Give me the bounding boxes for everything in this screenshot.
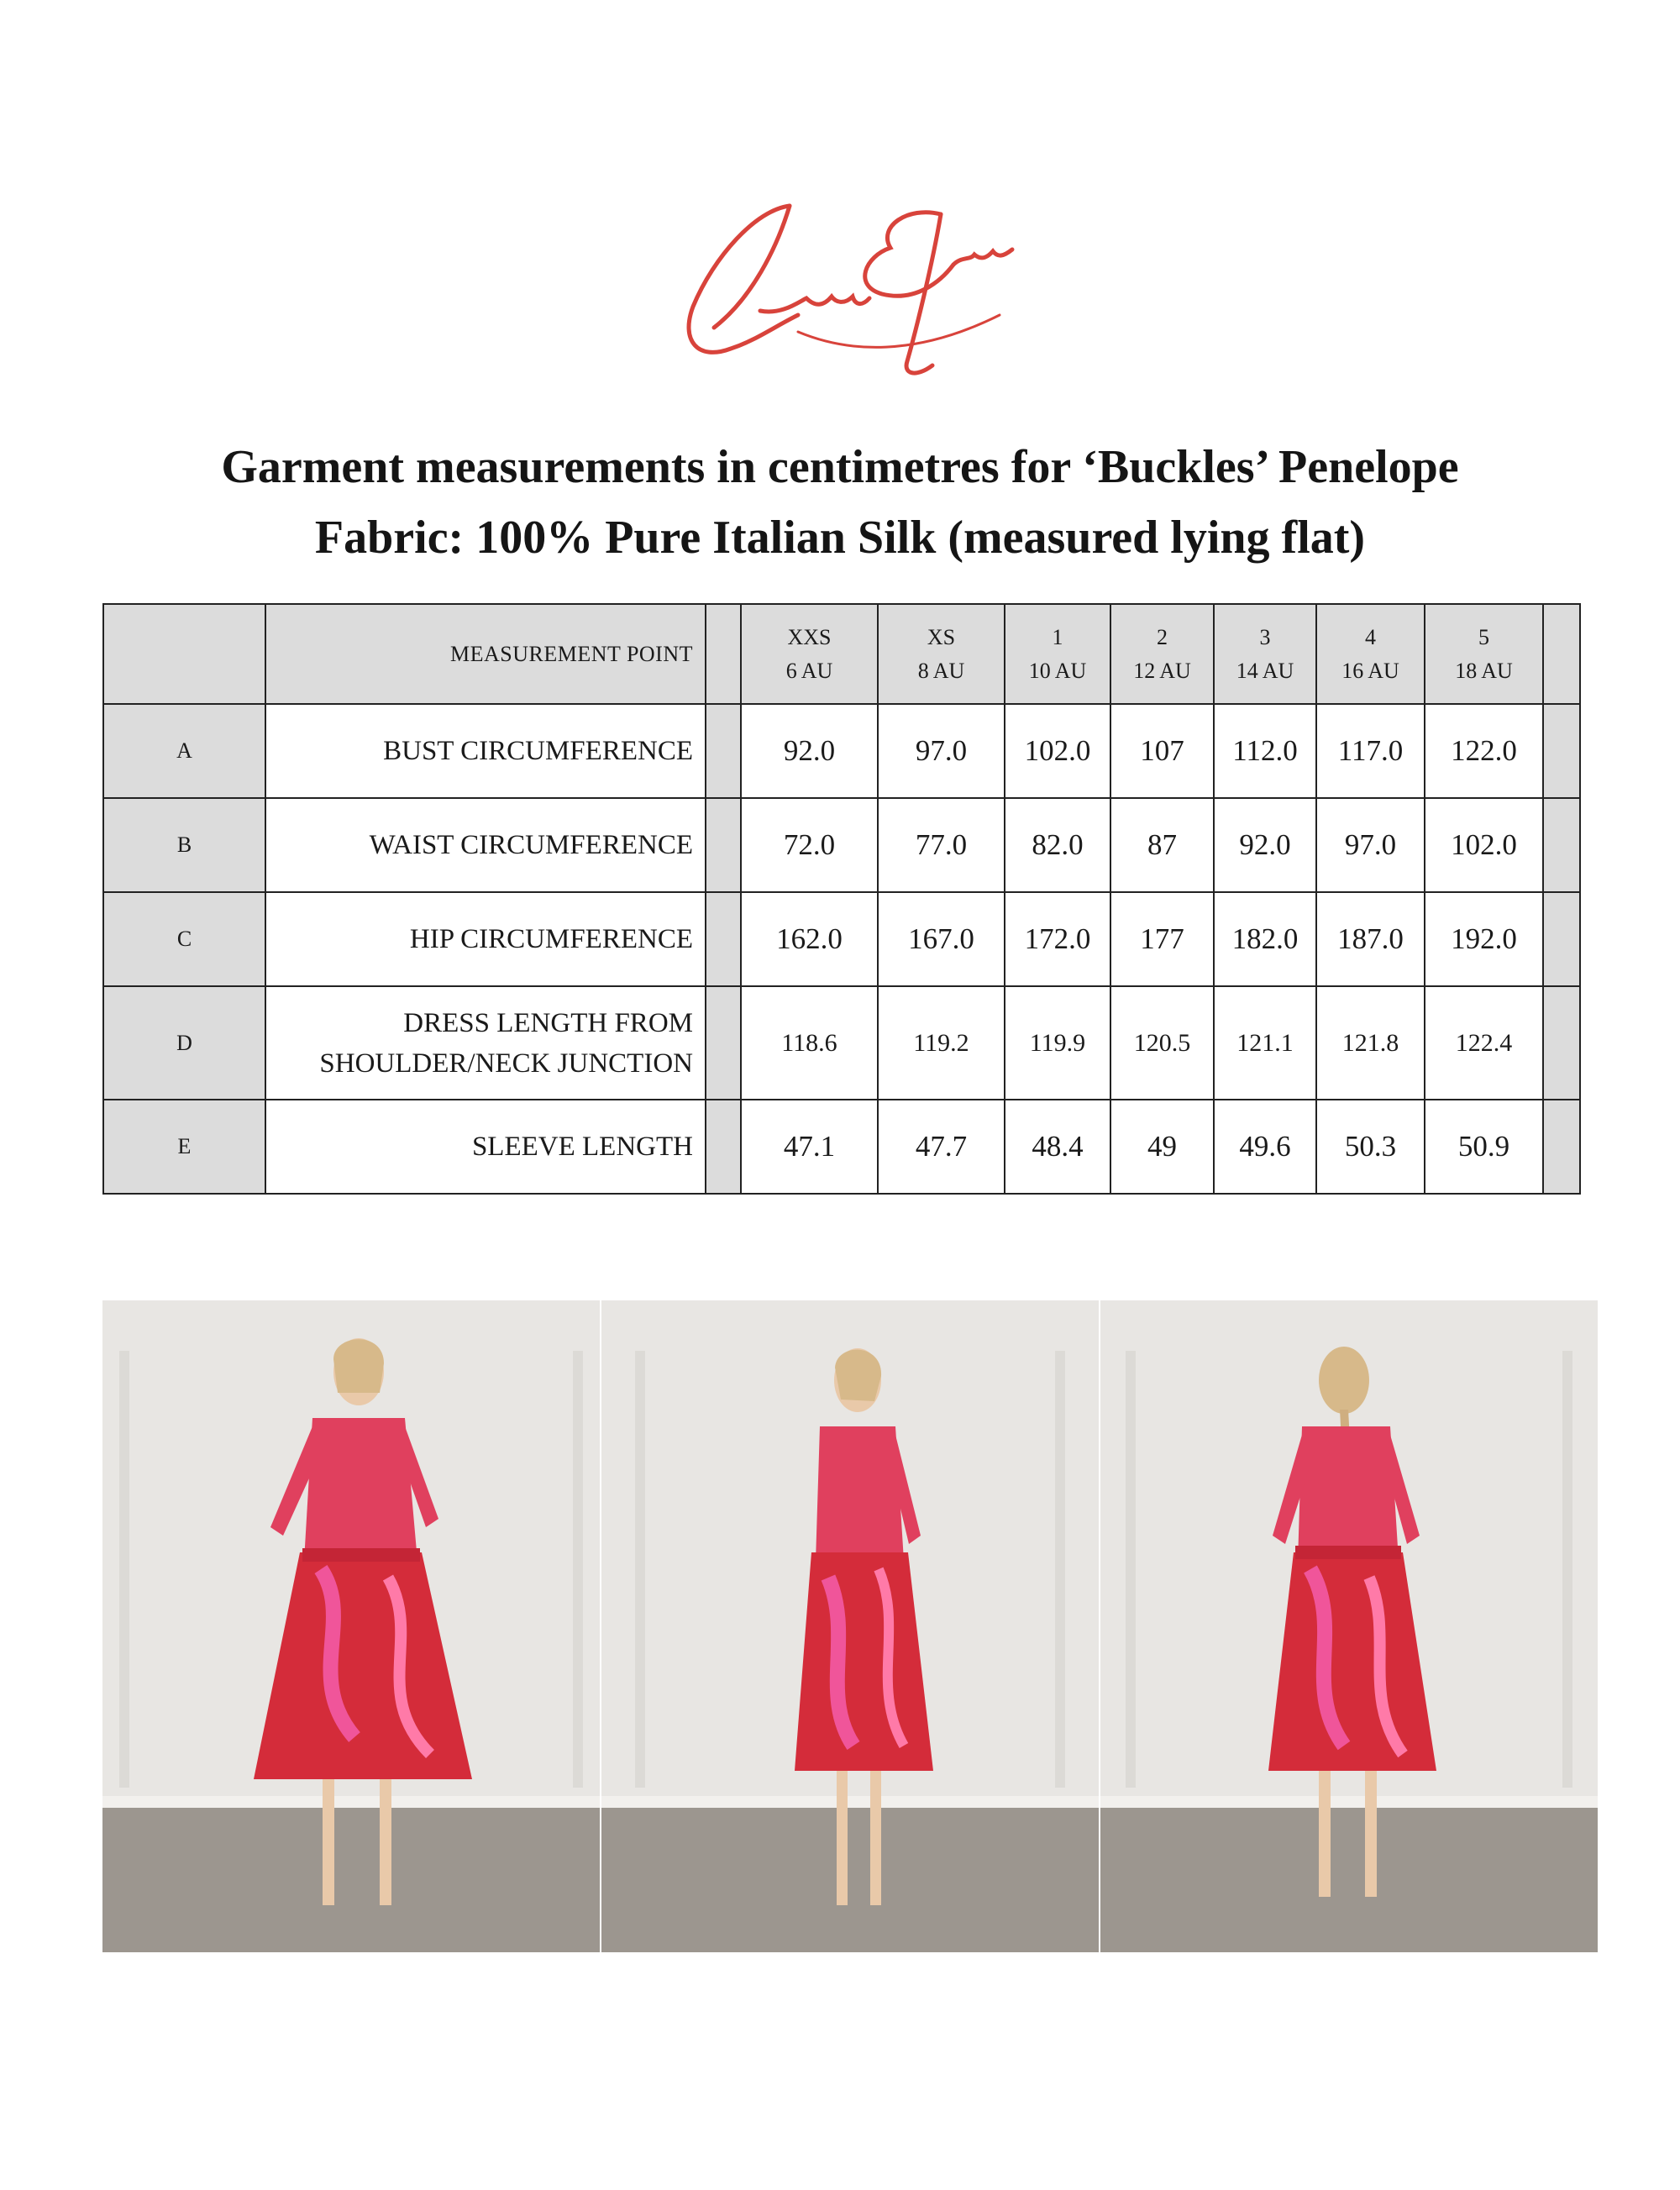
spacer-cell: [1543, 986, 1580, 1100]
value-cell: 50.3: [1316, 1100, 1425, 1194]
measurement-name: WAIST CIRCUMFERENCE: [265, 798, 706, 892]
measurement-name: BUST CIRCUMFERENCE: [265, 704, 706, 798]
size-code: 2: [1157, 624, 1168, 649]
table-row: [103, 704, 1580, 798]
value-cell: 172.0: [1005, 892, 1110, 986]
header-blank: [103, 604, 265, 704]
spacer-cell: [706, 704, 741, 798]
value-cell: 50.9: [1425, 1100, 1543, 1194]
size-au: 10 AU: [1028, 658, 1087, 683]
spacer-cell: [1543, 798, 1580, 892]
value-cell: 118.6: [741, 986, 878, 1100]
value-cell: 49.6: [1214, 1100, 1316, 1194]
value-cell: 82.0: [1005, 798, 1110, 892]
size-header: [1110, 604, 1214, 704]
value-cell: 121.8: [1316, 986, 1425, 1100]
size-header: [741, 604, 878, 704]
photo-side-view: [601, 1300, 1099, 1952]
size-code: 5: [1478, 624, 1489, 649]
header-spacer: [706, 604, 741, 704]
brand-logo: [664, 189, 1016, 378]
row-letter: C: [103, 892, 265, 986]
table-row: [103, 798, 1580, 892]
value-cell: 47.7: [878, 1100, 1005, 1194]
value-cell: 119.9: [1005, 986, 1110, 1100]
value-cell: 72.0: [741, 798, 878, 892]
row-letter: D: [103, 986, 265, 1100]
value-cell: 182.0: [1214, 892, 1316, 986]
value-cell: 117.0: [1316, 704, 1425, 798]
size-code: 3: [1259, 624, 1271, 649]
measurement-name: [265, 986, 706, 1100]
photo-back-view: [1100, 1300, 1598, 1952]
value-cell: 187.0: [1316, 892, 1425, 986]
leona-edmiston-logo: [664, 189, 1016, 378]
value-cell: 122.4: [1425, 986, 1543, 1100]
size-au: 8 AU: [917, 658, 965, 683]
measurement-name-line: DRESS LENGTH FROM: [403, 1007, 693, 1038]
size-code: XS: [927, 624, 956, 649]
product-photos: [102, 1300, 1598, 1952]
value-cell: 119.2: [878, 986, 1005, 1100]
size-au: 6 AU: [785, 658, 833, 683]
value-cell: 47.1: [741, 1100, 878, 1194]
value-cell: 87: [1110, 798, 1214, 892]
size-header: [1005, 604, 1110, 704]
value-cell: 120.5: [1110, 986, 1214, 1100]
size-code: XXS: [787, 624, 832, 649]
size-code: 1: [1052, 624, 1063, 649]
model-front-illustration: [102, 1300, 600, 1952]
table-row: [103, 892, 1580, 986]
value-cell: 92.0: [741, 704, 878, 798]
spacer-cell: [1543, 1100, 1580, 1194]
page-title: Garment measurements in centimetres for ‘Buckles’ Penelope: [221, 441, 1459, 493]
row-letter: E: [103, 1100, 265, 1194]
value-cell: 102.0: [1425, 798, 1543, 892]
measurement-name-line: SHOULDER/NECK JUNCTION: [319, 1048, 693, 1079]
value-cell: 48.4: [1005, 1100, 1110, 1194]
value-cell: 112.0: [1214, 704, 1316, 798]
value-cell: 177: [1110, 892, 1214, 986]
value-cell: 192.0: [1425, 892, 1543, 986]
size-header: [1425, 604, 1543, 704]
model-back-illustration: [1100, 1300, 1598, 1952]
value-cell: 167.0: [878, 892, 1005, 986]
spacer-cell: [706, 986, 741, 1100]
spacer-cell: [706, 1100, 741, 1194]
table-row: [103, 986, 1580, 1100]
value-cell: 162.0: [741, 892, 878, 986]
size-header: [1316, 604, 1425, 704]
spacer-cell: [706, 798, 741, 892]
spacer-cell: [1543, 892, 1580, 986]
value-cell: 92.0: [1214, 798, 1316, 892]
size-header: [1214, 604, 1316, 704]
size-header: [878, 604, 1005, 704]
value-cell: 77.0: [878, 798, 1005, 892]
size-code: 4: [1365, 624, 1376, 649]
size-chart-table: [102, 603, 1581, 1195]
spacer-cell: [1543, 704, 1580, 798]
row-letter: A: [103, 704, 265, 798]
value-cell: 97.0: [878, 704, 1005, 798]
spacer-cell: [706, 892, 741, 986]
size-au: 14 AU: [1236, 658, 1294, 683]
size-au: 16 AU: [1341, 658, 1399, 683]
value-cell: 49: [1110, 1100, 1214, 1194]
photo-front-view: [102, 1300, 600, 1952]
table-row: [103, 1100, 1580, 1194]
value-cell: 97.0: [1316, 798, 1425, 892]
header-spacer: [1543, 604, 1580, 704]
header-row: [103, 604, 1580, 704]
measurement-name: SLEEVE LENGTH: [265, 1100, 706, 1194]
value-cell: 102.0: [1005, 704, 1110, 798]
measurement-point-header: MEASUREMENT POINT: [265, 604, 706, 704]
row-letter: B: [103, 798, 265, 892]
value-cell: 121.1: [1214, 986, 1316, 1100]
size-au: 18 AU: [1455, 658, 1513, 683]
measurement-name: HIP CIRCUMFERENCE: [265, 892, 706, 986]
size-au: 12 AU: [1133, 658, 1191, 683]
model-side-illustration: [601, 1300, 1099, 1952]
value-cell: 122.0: [1425, 704, 1543, 798]
fabric-subtitle: Fabric: 100% Pure Italian Silk (measured lying flat): [314, 512, 1366, 564]
value-cell: 107: [1110, 704, 1214, 798]
